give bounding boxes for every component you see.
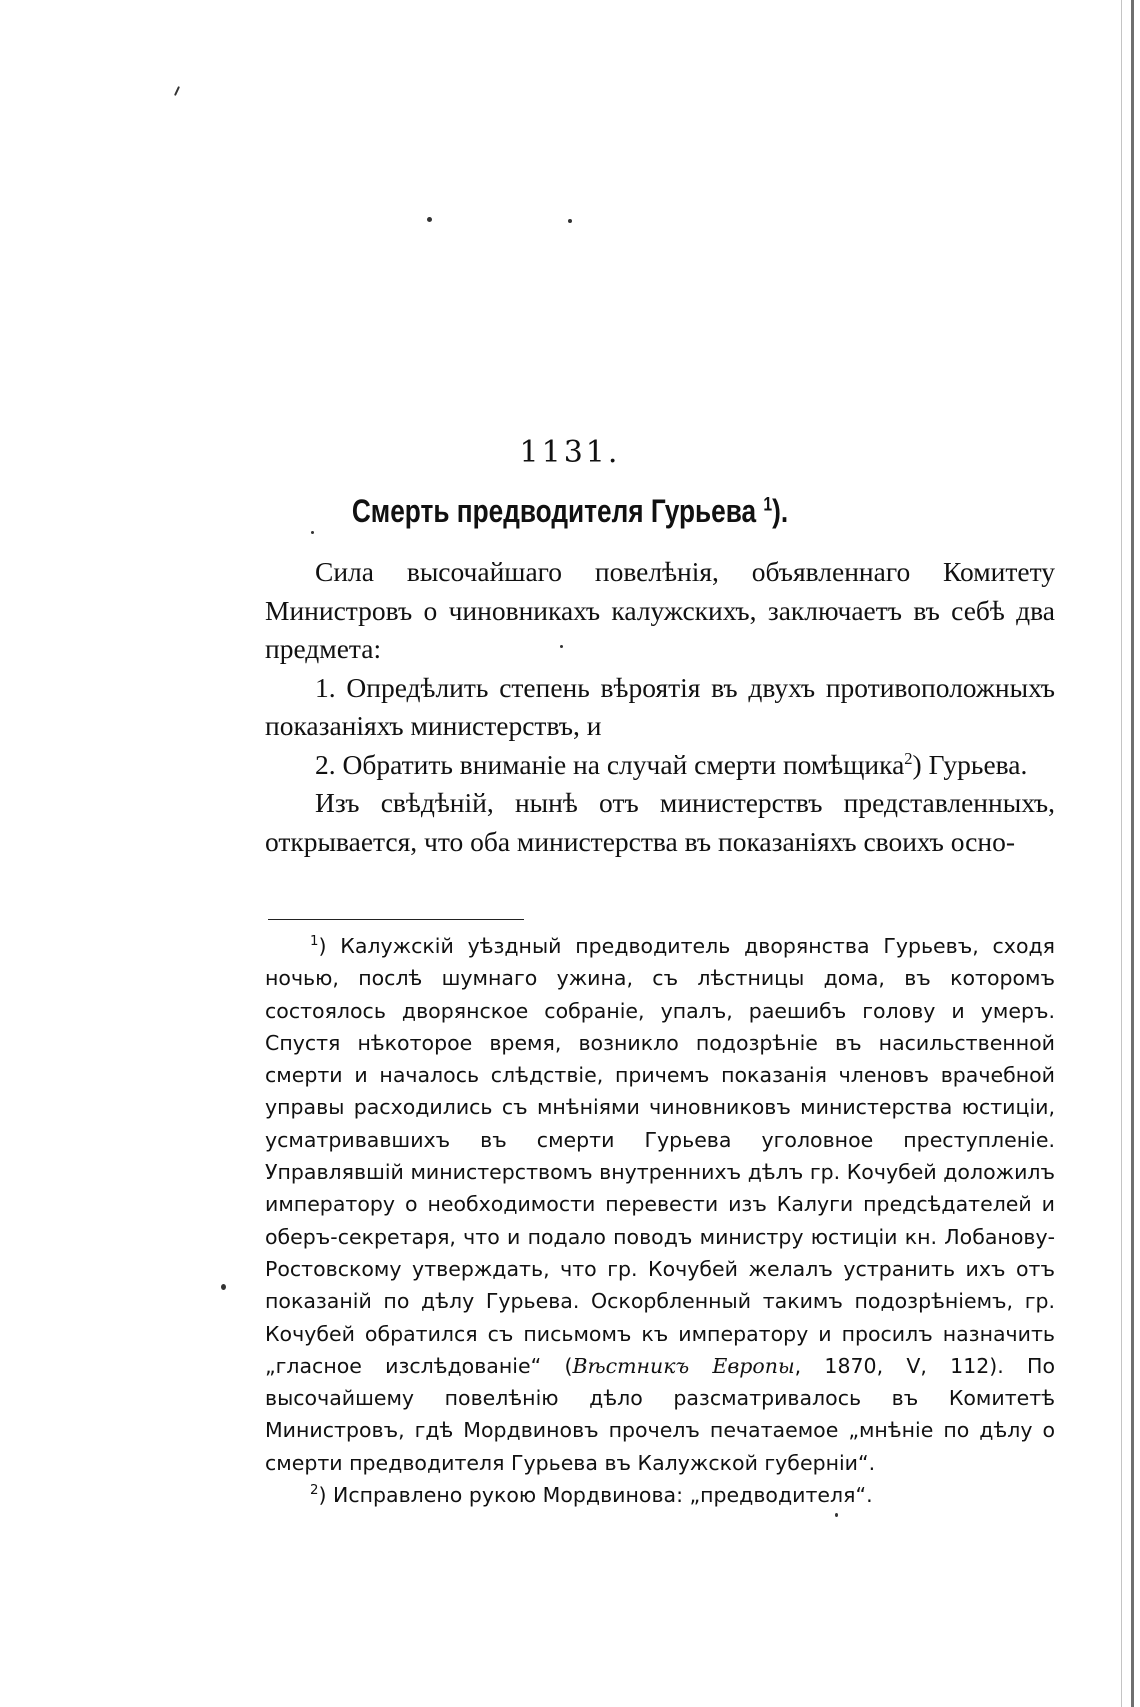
footnote-source: Вѣстникъ Европы [572,1353,795,1378]
title-footnote-ref: $^1$). [763,493,789,529]
footnote-1: $^1$) Калужскій уѣздный предводитель дворянства Гурьевъ, сходя ночью, послѣ шумнаго ужина, съ лѣстницы дома, въ которомъ состоялось дворянское собраніе, упалъ, раешибъ голову и умеръ. Спустя нѣкоторое время, возникло подозрѣніе въ насильственной смерти и началось слѣдствіе, причемъ показанія членовъ врачебной управы расходились съ мнѣніями чиновниковъ министерства юстиціи, усматривавшихъ въ смерти Гурьева уголовное преступленіе. Управлявшій министерствомъ внутреннихъ дѣлъ гр. Кочубей доложилъ императору о необходимости перевести изъ Калуги предсѣдателей и оберъ-секретаря, что и подало поводъ министру юстиціи кн. Лобанову-Ростовскому утверждать, что гр. Кочубей желалъ устранить ихъ отъ показаній по дѣлу Гурьева. Оскорбленный такимъ подозрѣніемъ, гр. Кочубей обратился съ письмомъ къ императору и просилъ назначить „гласное изслѣдованіе“ (Вѣстникъ Европы, 1870, V, 112). По высочайшему повелѣнію дѣло разсматривалось въ Комитетѣ Министровъ, гдѣ Мордвиновъ прочелъ печатаемое „мнѣніе по дѣлу о смерти предводителя Гурьева въ Калужской губерніи“. [265,934,1055,1475]
scan-speck [835,1513,838,1517]
footnote-2: $^2$) Исправлено рукою Мордвинова: „предводителя“. [310,1483,873,1508]
scan-edge-inner [1121,0,1122,1707]
paragraph-item-1: 1. Опредѣлить степень вѣроятія въ двухъ противоположныхъ показаніяхъ министерствъ, и [265,671,1055,741]
scan-speck [311,531,314,534]
footnote-separator [268,919,524,920]
scan-speck [568,219,572,223]
footnote-1-marker: 1 [310,934,319,950]
paragraph-item-2: 2. Обратить вниманіе на случай смерти помѣщика$^2$) Гурьева. [315,748,1028,780]
paragraph-continuation: Изъ свѣдѣній, нынѣ отъ министерствъ представленныхъ, открывается, что оба министерства въ показаніяхъ своихъ осно- [265,787,1055,857]
body-text [265,553,1055,861]
scan-edge [1131,0,1134,1707]
scan-speck [174,86,180,96]
document-title [103,495,1038,527]
paragraph-intro: Сила высочайшаго повелѣнія, объявленнаго Комитету Министровъ о чиновникахъ калужскихъ, заключаетъ въ себѣ два предмета: [265,556,1055,664]
footnote-2-marker: 2 [310,1483,319,1499]
body-footnote-ref: 2 [904,748,913,768]
document-number: 1131. [519,435,621,470]
document-title-text: Смерть предводителя Гурьева [351,493,757,529]
footnotes [265,930,1055,1511]
scan-speck [221,1284,226,1290]
scan-speck [427,217,432,222]
